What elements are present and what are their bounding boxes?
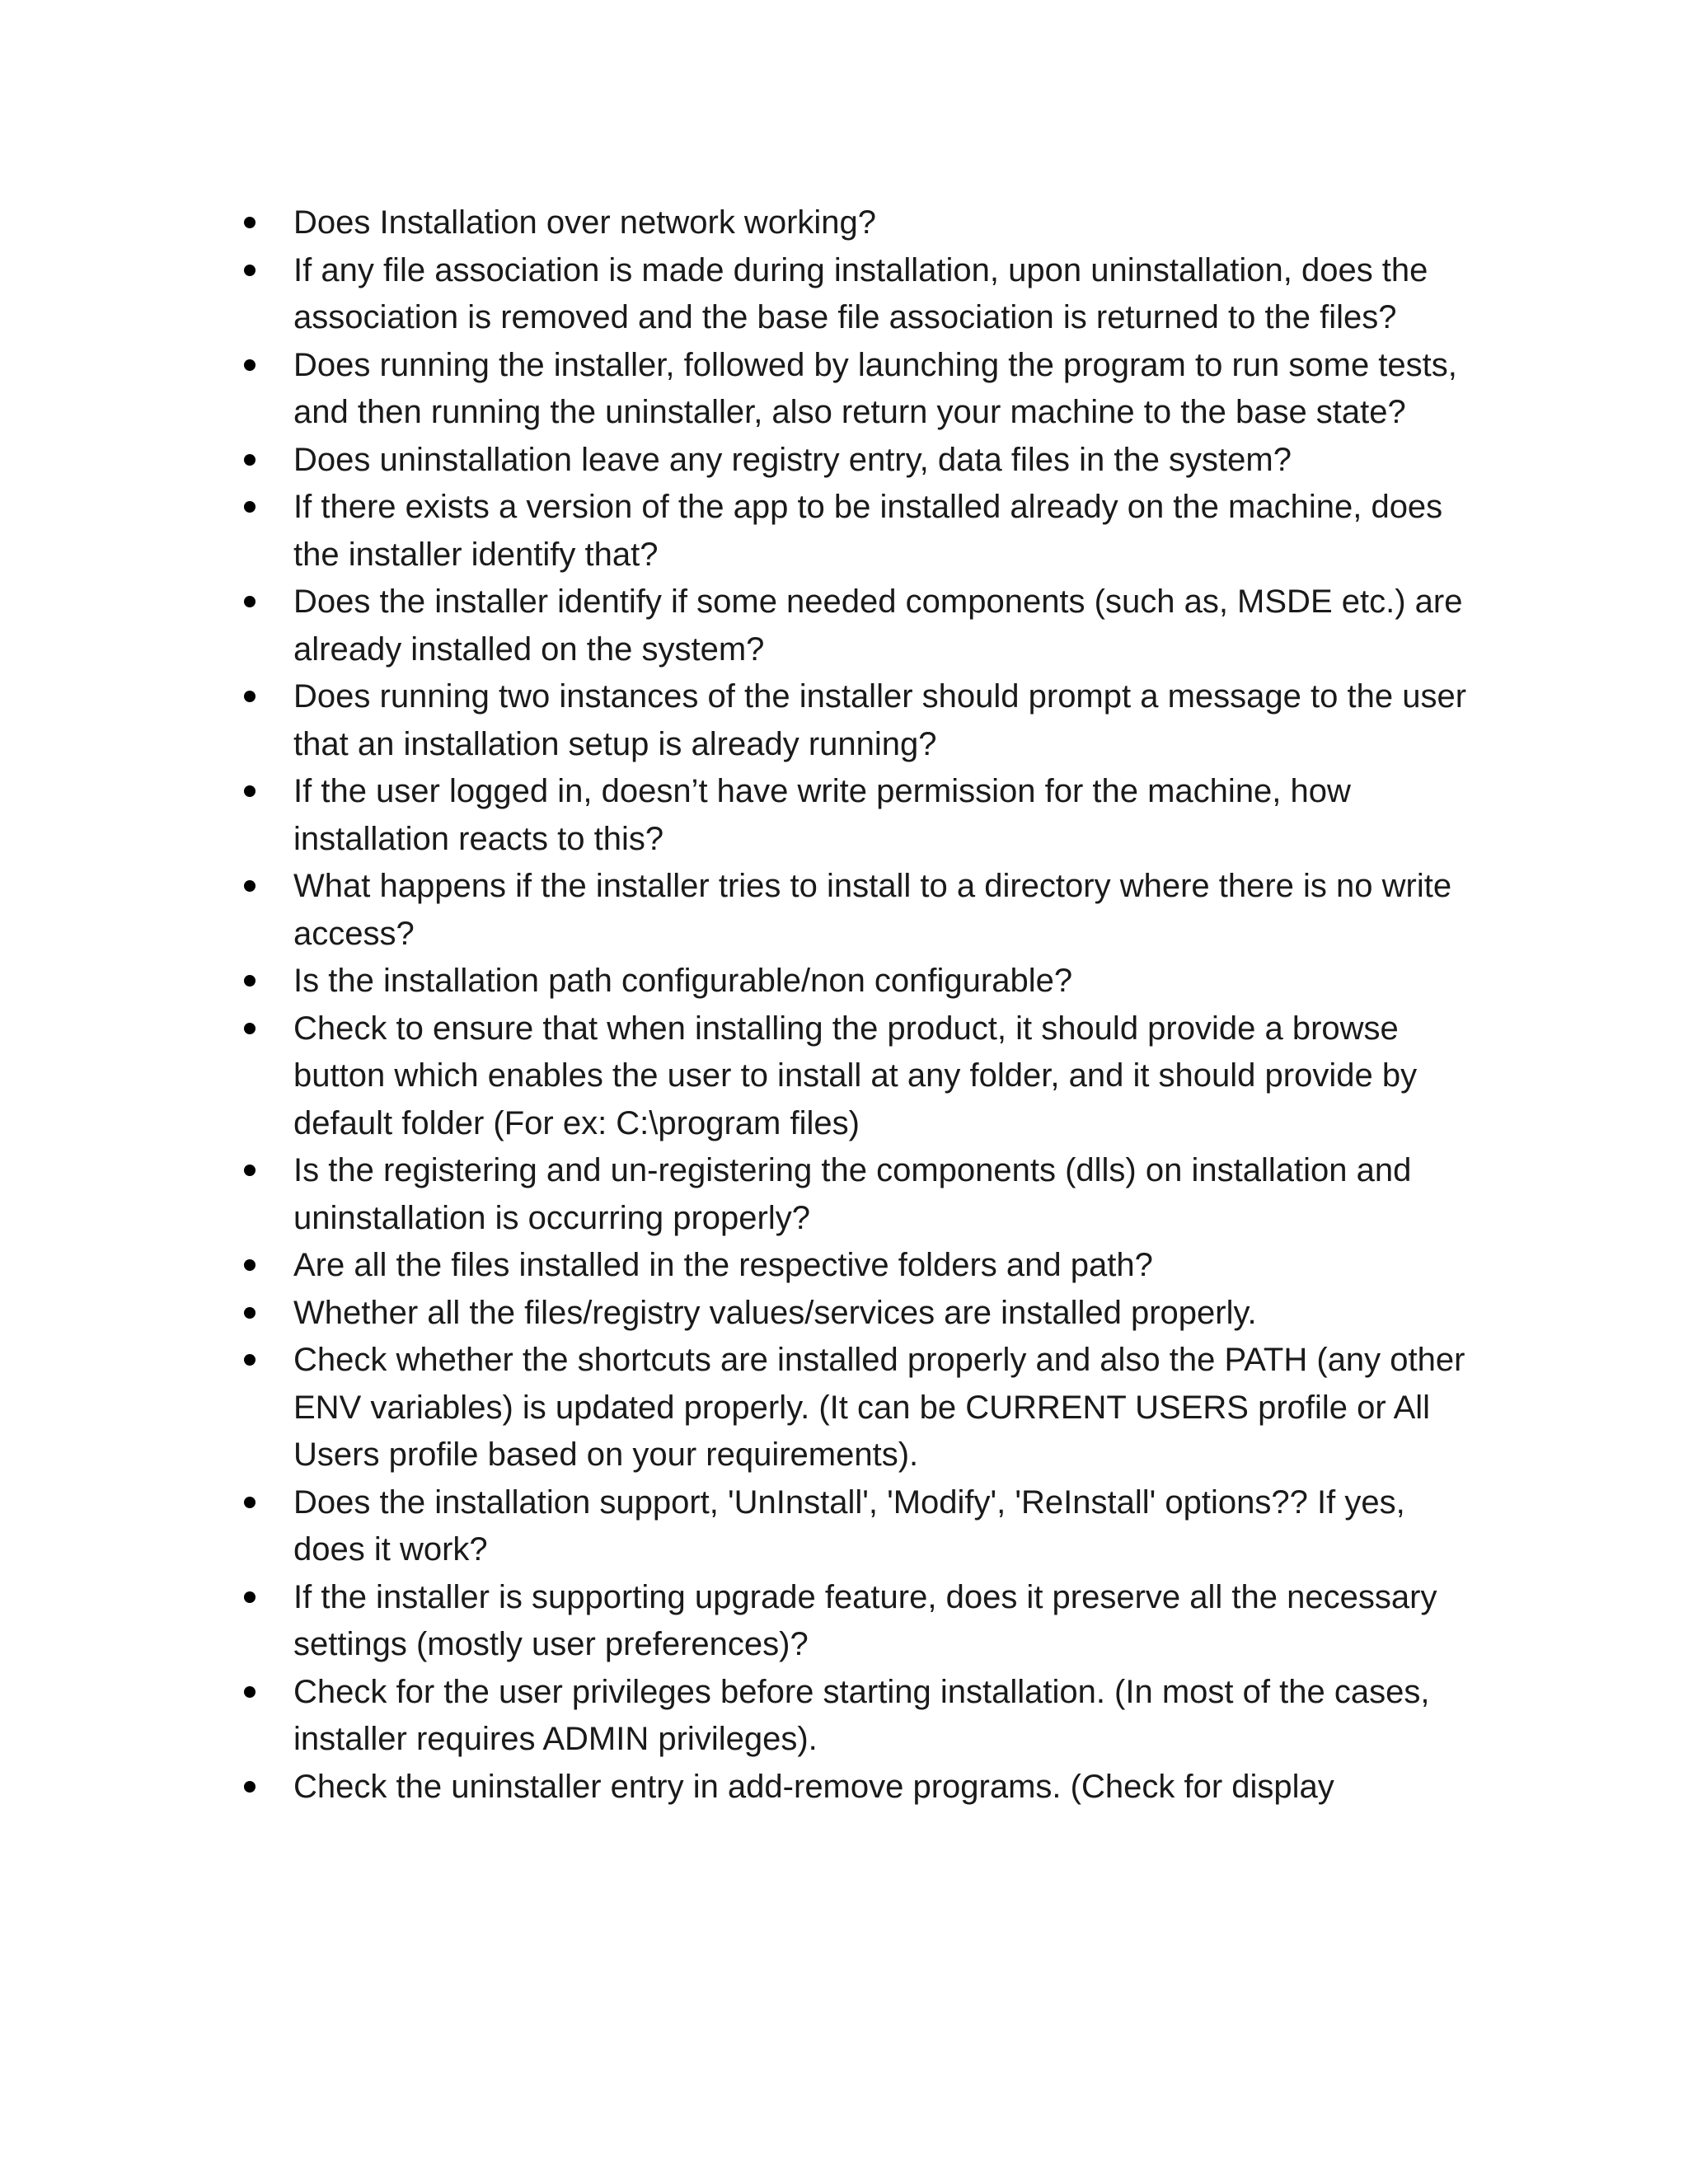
list-item — [244, 199, 1480, 247]
bullet-icon — [244, 785, 256, 797]
list-item-text: Whether all the files/registry values/services are installed properly. — [293, 1294, 1257, 1331]
list-item-text: If the installer is supporting upgrade feature, does it preserve all the necessary settings (mostly user preferences)? — [293, 1578, 1437, 1662]
list-item-text: Check to ensure that when installing the product, it should provide a browse button which enables the user to install at any folder, and it should provide by default folder (For ex: C:\program files) — [293, 1010, 1418, 1141]
list-item — [244, 342, 1480, 437]
list-item — [244, 1147, 1480, 1242]
list-item — [244, 579, 1480, 673]
list-item — [244, 484, 1480, 579]
list-item — [244, 673, 1480, 768]
bullet-icon — [244, 359, 256, 371]
bullet-icon — [244, 1781, 256, 1793]
list-item-text: Check whether the shortcuts are installed properly and also the PATH (any other ENV variables) is updated properly. (It can be CURRENT USERS profile or All Users profile based on your requirements). — [293, 1342, 1465, 1473]
list-item-text: Does the installation support, 'UnInstall', 'Modify', 'ReInstall' options?? If yes, does it work? — [293, 1483, 1405, 1568]
bullet-icon — [244, 1686, 256, 1698]
bullet-icon — [244, 1497, 256, 1508]
list-item-text: What happens if the installer tries to install to a directory where there is no write access? — [293, 868, 1452, 952]
bullet-icon — [244, 265, 256, 276]
list-item — [244, 1574, 1480, 1669]
bullet-icon — [244, 596, 256, 607]
bullet-icon — [244, 1307, 256, 1319]
bullet-icon — [244, 691, 256, 702]
list-item-text: Check the uninstaller entry in add-remove programs. (Check for display — [293, 1768, 1334, 1805]
list-item-text: Does running two instances of the installer should prompt a message to the user that an installation setup is already running? — [293, 678, 1467, 762]
list-item — [244, 1337, 1480, 1479]
list-item — [244, 1764, 1480, 1811]
list-item-text: Does running the installer, followed by launching the program to run some tests, and then running the uninstaller, also return your machine to the base state? — [293, 346, 1457, 430]
bullet-icon — [244, 1023, 256, 1034]
bullet-icon — [244, 1354, 256, 1366]
list-item-text: If the user logged in, doesn’t have write permission for the machine, how installation reacts to this? — [293, 773, 1351, 857]
list-item-text: If there exists a version of the app to be installed already on the machine, does the installer identify that? — [293, 489, 1443, 573]
bullet-icon — [244, 1591, 256, 1603]
list-item — [244, 958, 1480, 1005]
bullet-icon — [244, 454, 256, 466]
bullet-icon — [244, 1165, 256, 1176]
bullet-icon — [244, 880, 256, 892]
bullet-icon — [244, 975, 256, 987]
list-item-text: Does uninstallation leave any registry entry, data files in the system? — [293, 441, 1292, 478]
list-item-text: Check for the user privileges before starting installation. (In most of the cases, installer requires ADMIN privileges). — [293, 1673, 1430, 1757]
list-item-text: Is the registering and un-registering the components (dlls) on installation and uninstallation is occurring properly? — [293, 1152, 1412, 1236]
list-item — [244, 768, 1480, 863]
bullet-icon — [244, 217, 256, 228]
checklist — [244, 199, 1480, 1811]
list-item-text: Is the installation path configurable/non configurable? — [293, 963, 1073, 999]
list-item — [244, 247, 1480, 342]
list-item-text: If any file association is made during installation, upon uninstallation, does the association is removed and the base file association is returned to the files? — [293, 251, 1428, 335]
list-item-text: Does Installation over network working? — [293, 204, 877, 241]
list-item — [244, 1479, 1480, 1574]
list-item-text: Are all the files installed in the respective folders and path? — [293, 1247, 1153, 1283]
list-item — [244, 1669, 1480, 1764]
list-item-text: Does the installer identify if some needed components (such as, MSDE etc.) are already installed on the system? — [293, 583, 1463, 668]
bullet-icon — [244, 1259, 256, 1271]
list-item — [244, 1242, 1480, 1290]
list-item — [244, 1005, 1480, 1148]
list-item — [244, 1290, 1480, 1338]
bullet-icon — [244, 501, 256, 513]
list-item — [244, 863, 1480, 958]
list-item — [244, 437, 1480, 485]
